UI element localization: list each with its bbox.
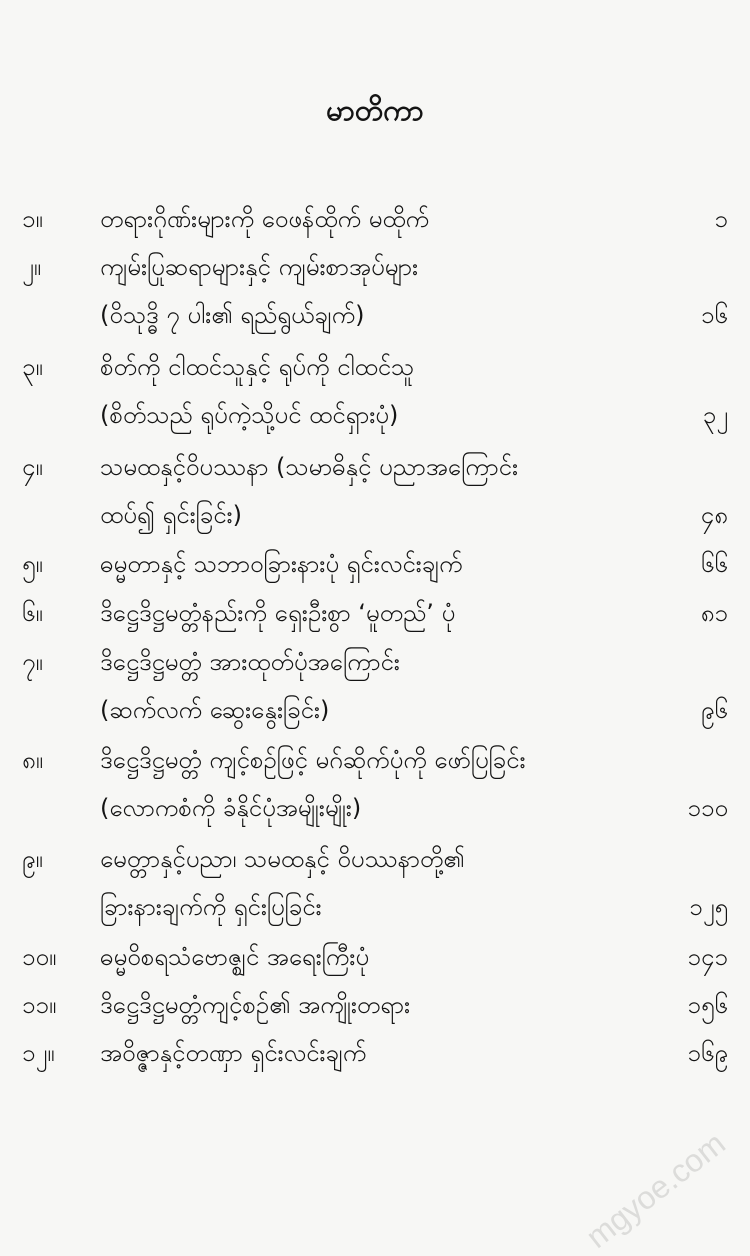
toc-entry-3-continued: [0, 392, 750, 438]
entry-title: ဓမ္မတာနှင့် သဘာဝခြားနားပုံ ရှင်းလင်းချက်: [100, 550, 463, 578]
toc-entry-2: [0, 244, 750, 290]
entry-subtitle: ထပ်၍ ရှင်းခြင်း): [100, 501, 242, 529]
entry-number: ၁၀။: [22, 943, 57, 971]
toc-entry-7: [0, 639, 750, 685]
entry-page-number: ၁၅၆: [687, 991, 728, 1019]
entry-subtitle: (လောကစံကို ခံနိုင်ပုံအမျိုးမျိုး): [100, 794, 362, 822]
entry-title: မေတ္တာနှင့်ပညာ၊ သမထနှင့် ဝိပဿနာတို့၏: [100, 845, 465, 873]
toc-entry-4: [0, 444, 750, 490]
toc-entry-3: [0, 344, 750, 390]
toc-entry-7-continued: [0, 687, 750, 733]
entry-subtitle: ခြားနားချက်ကို ရှင်းပြခြင်း: [100, 893, 322, 921]
entry-number: ၈။: [22, 746, 43, 774]
toc-entry-8: [0, 737, 750, 783]
toc-entry-5: [0, 541, 750, 587]
entry-title: ဓမ္မဝိစရသံဗောဇ္ဈင် အရေးကြီးပုံ: [100, 943, 370, 971]
entry-number: ၁။: [22, 205, 43, 233]
entry-page-number: ၆၆: [701, 550, 728, 578]
page-title: မာတိကာ: [326, 93, 424, 127]
entry-page-number: ၃၂: [702, 401, 728, 429]
toc-entry-6: [0, 590, 750, 636]
entry-number: ၁၂။: [22, 1039, 55, 1067]
entry-page-number: ၁၆၉: [687, 1039, 728, 1067]
entry-page-number: ၁၁၀: [687, 794, 728, 822]
entry-number: ၇။: [22, 648, 43, 676]
entry-title: ဒိဋ္ဌေဒိဋ္ဌမတ္တံ ကျင့်စဉ်ဖြင့် မဂ်ဆိုက်ပုံကို ဖော်ပြခြင်း: [100, 746, 526, 774]
entry-title: ကျမ်းပြုဆရာများနှင့် ကျမ်းစာအုပ်များ: [100, 253, 419, 281]
entry-subtitle: (စိတ်သည် ရုပ်ကဲ့သို့ပင် ထင်ရှားပုံ): [100, 401, 399, 429]
toc-entry-4-continued: [0, 492, 750, 538]
entry-page-number: ၁၄၁: [687, 943, 728, 971]
entry-number: ၅။: [22, 550, 43, 578]
entry-title: အဝိဇ္ဇာနှင့်တဏှာ ရှင်းလင်းချက်: [100, 1039, 367, 1067]
entry-number: ၂။: [22, 253, 42, 281]
entry-number: ၉။: [22, 845, 43, 873]
toc-entry-11: [0, 982, 750, 1028]
toc-entry-12: [0, 1030, 750, 1076]
entry-title: တရားဂိုဏ်းများကို ဝေဖန်ထိုက် မထိုက်: [100, 205, 430, 233]
entry-page-number: ၉၆: [701, 696, 728, 724]
entry-subtitle: (ဝိသုဒ္ဓိ ၇ ပါး၏ ရည်ရွယ်ချက်): [100, 301, 365, 329]
entry-title: ဒိဋ္ဌေဒိဋ္ဌမတ္တံကျင့်စဉ်၏ အကျိုးတရား: [100, 991, 411, 1019]
entry-number: ၁၁။: [22, 991, 57, 1019]
toc-entry-9: [0, 836, 750, 882]
toc-entry-9-continued: [0, 884, 750, 930]
entry-number: ၄။: [22, 453, 43, 481]
entry-page-number: ၁၆: [701, 301, 728, 329]
entry-number: ၃။: [22, 353, 43, 381]
entry-page-number: ၁၂၅: [689, 893, 728, 921]
entry-title: ဒိဋ္ဌေဒိဋ္ဌမတ္တံ အားထုတ်ပုံအကြောင်း: [100, 648, 400, 676]
watermark: mgyoe.com: [578, 1124, 732, 1256]
toc-entry-1: [0, 196, 750, 242]
toc-entry-10: [0, 934, 750, 980]
toc-entry-2-continued: [0, 292, 750, 338]
entry-number: ၆။: [22, 599, 43, 627]
entry-page-number: ၈၁: [700, 599, 728, 627]
entry-page-number: ၁: [714, 205, 728, 233]
entry-title: ဒိဋ္ဌေဒိဋ္ဌမတ္တံနည်းကို ရှေးဦးစွာ ‘မူတည်’ ပုံ: [100, 599, 456, 627]
entry-subtitle: (ဆက်လက် ဆွေးနွေးခြင်း): [100, 696, 330, 724]
entry-page-number: ၄၈: [700, 501, 728, 529]
entry-title: သမထနှင့်ဝိပဿနာ (သမာဓိနှင့် ပညာအကြောင်း: [100, 453, 519, 481]
toc-entry-8-continued: [0, 785, 750, 831]
entry-title: စိတ်ကို ငါထင်သူနှင့် ရုပ်ကို ငါထင်သူ: [100, 353, 415, 381]
